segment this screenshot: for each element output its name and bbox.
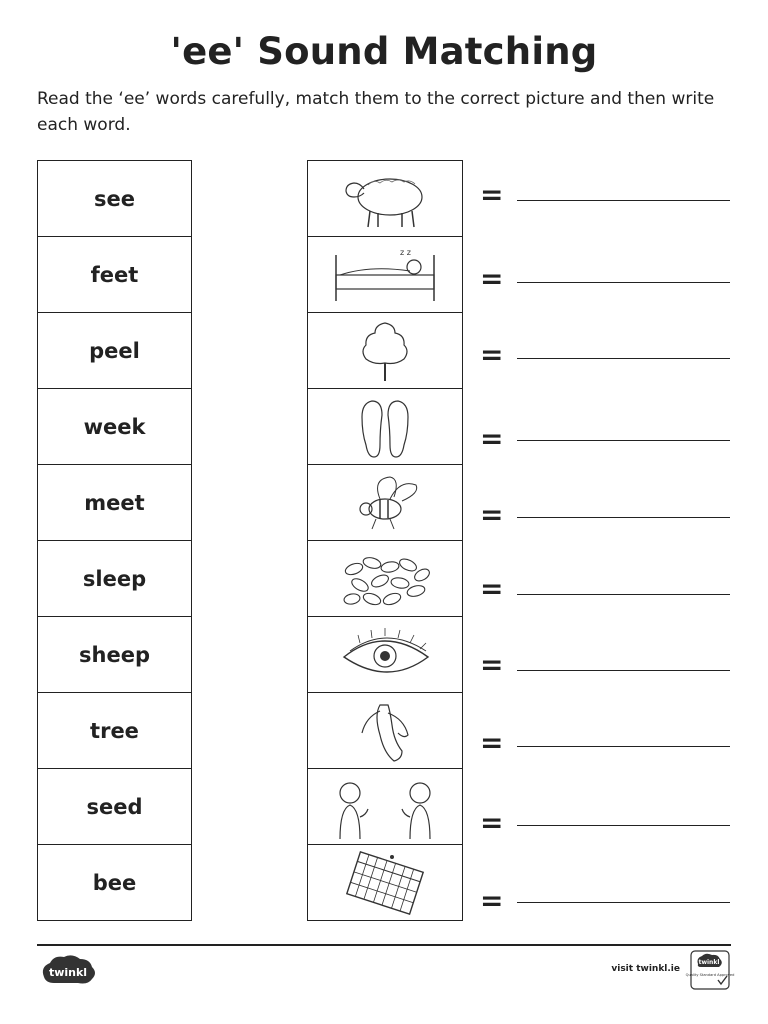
writing-line[interactable] bbox=[517, 594, 730, 595]
sleep-icon bbox=[330, 241, 440, 309]
word-cell: peel bbox=[37, 312, 192, 388]
picture-cell bbox=[307, 616, 463, 692]
seed-icon bbox=[330, 545, 440, 613]
equals-sign: = bbox=[480, 178, 504, 211]
equals-sign: = bbox=[480, 338, 504, 371]
picture-cell bbox=[307, 464, 463, 540]
twinkl-logo bbox=[38, 955, 98, 987]
picture-cell bbox=[307, 768, 463, 844]
equals-sign: = bbox=[480, 572, 504, 605]
equals-sign: = bbox=[480, 726, 504, 759]
picture-cell bbox=[307, 160, 463, 236]
writing-line[interactable] bbox=[517, 825, 730, 826]
logo-text: twinkl bbox=[48, 966, 88, 979]
word-cell: bee bbox=[37, 844, 192, 921]
feet-icon bbox=[330, 393, 440, 461]
instructions: Read the ‘ee’ words carefully, match them to the correct picture and then write each word. bbox=[37, 89, 715, 135]
picture-cell bbox=[307, 540, 463, 616]
word-cell: see bbox=[37, 160, 192, 236]
picture-cell bbox=[307, 236, 463, 312]
writing-line[interactable] bbox=[517, 200, 730, 201]
writing-line[interactable] bbox=[517, 358, 730, 359]
equals-sign: = bbox=[480, 648, 504, 681]
footer-rule bbox=[37, 944, 731, 946]
equals-sign: = bbox=[480, 884, 504, 917]
picture-column bbox=[307, 160, 463, 921]
writing-line[interactable] bbox=[517, 517, 730, 518]
tree-icon bbox=[330, 317, 440, 385]
equals-sign: = bbox=[480, 498, 504, 531]
peel-icon bbox=[330, 697, 440, 765]
picture-cell bbox=[307, 692, 463, 768]
week-icon bbox=[330, 849, 440, 917]
writing-line[interactable] bbox=[517, 440, 730, 441]
quality-badge bbox=[685, 950, 735, 990]
site-link[interactable]: visit twinkl.ie bbox=[611, 964, 680, 974]
see-icon bbox=[330, 621, 440, 689]
writing-line[interactable] bbox=[517, 282, 730, 283]
word-column bbox=[37, 160, 192, 921]
picture-cell bbox=[307, 388, 463, 464]
word-cell: sleep bbox=[37, 540, 192, 616]
badge-text: Quality Standard Approved bbox=[685, 973, 735, 977]
sheep-icon bbox=[330, 165, 440, 233]
equals-sign: = bbox=[480, 262, 504, 295]
word-cell: feet bbox=[37, 236, 192, 312]
writing-line[interactable] bbox=[517, 670, 730, 671]
word-cell: seed bbox=[37, 768, 192, 844]
equals-sign: = bbox=[480, 422, 504, 455]
svg-text:z z: z z bbox=[400, 247, 411, 257]
badge-brand: twinkl bbox=[698, 959, 720, 966]
meet-icon bbox=[330, 773, 440, 841]
page-title: 'ee' Sound Matching bbox=[170, 30, 598, 73]
bee-icon bbox=[330, 469, 440, 537]
word-cell: sheep bbox=[37, 616, 192, 692]
writing-line[interactable] bbox=[517, 746, 730, 747]
picture-cell bbox=[307, 312, 463, 388]
word-cell: week bbox=[37, 388, 192, 464]
equals-sign: = bbox=[480, 806, 504, 839]
word-cell: tree bbox=[37, 692, 192, 768]
writing-line[interactable] bbox=[517, 902, 730, 903]
picture-cell bbox=[307, 844, 463, 921]
word-cell: meet bbox=[37, 464, 192, 540]
